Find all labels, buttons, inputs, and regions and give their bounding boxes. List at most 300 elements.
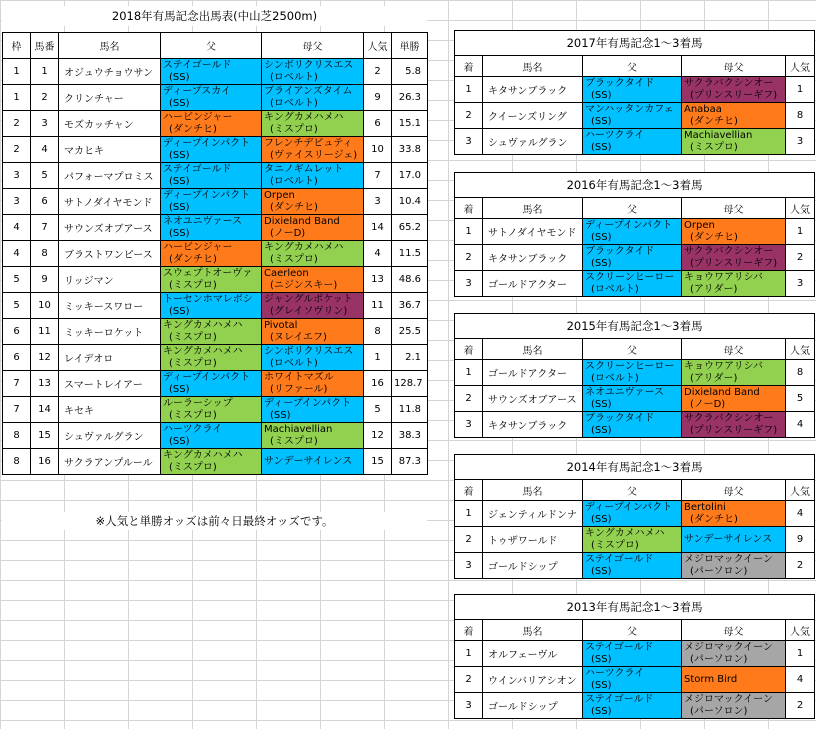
race-card-title: 2018年有馬記念出馬表(中山芝2500m) bbox=[2, 6, 427, 26]
table-row bbox=[3, 449, 428, 475]
pedigree-cell bbox=[583, 103, 682, 129]
pedigree-cell bbox=[682, 412, 786, 438]
horse-name-text: メジロマックイーン bbox=[684, 641, 773, 653]
waku-cell: 7 bbox=[3, 397, 31, 423]
horse-name-cell: ゴールドアクター bbox=[483, 271, 583, 297]
table-row bbox=[3, 241, 428, 267]
horse-name-text: ブライアンズタイム bbox=[264, 85, 353, 97]
lineage-text: (パーソロン) bbox=[690, 565, 748, 577]
lineage-text: (ミスプロ) bbox=[169, 331, 217, 343]
rank-cell: 1 bbox=[455, 501, 483, 527]
odds-cell: 38.3 bbox=[392, 423, 428, 449]
pedigree-cell bbox=[583, 245, 682, 271]
table-row bbox=[455, 103, 815, 129]
horse-name-text: ブラックタイド bbox=[585, 412, 655, 424]
horse-number-cell: 8 bbox=[31, 241, 59, 267]
pedigree-cell bbox=[262, 85, 364, 111]
pedigree-cell bbox=[262, 163, 364, 189]
pedigree-cell bbox=[262, 319, 364, 345]
table-row bbox=[3, 163, 428, 189]
lineage-text: (SS) bbox=[591, 115, 612, 127]
popularity-cell: 1 bbox=[786, 641, 815, 667]
odds-cell: 36.7 bbox=[392, 293, 428, 319]
horse-name-cell: ジェンティルドンナ bbox=[483, 501, 583, 527]
pedigree-cell bbox=[161, 215, 262, 241]
pedigree-cell bbox=[583, 129, 682, 155]
odds-note: ※人気と単勝オッズは前々日最終オッズです。 bbox=[2, 512, 427, 530]
horse-name-text: ハービンジャー bbox=[163, 111, 233, 123]
lineage-text: (ミスプロ) bbox=[270, 435, 318, 447]
lineage-text: (ミスプロ) bbox=[690, 141, 738, 153]
lineage-text: (アリダー) bbox=[690, 372, 738, 384]
table-row bbox=[3, 423, 428, 449]
pedigree-cell bbox=[583, 501, 682, 527]
odds-cell: 11.8 bbox=[392, 397, 428, 423]
pedigree-cell bbox=[682, 271, 786, 297]
horse-name-cell: キセキ bbox=[59, 397, 161, 423]
lineage-text: (ロベルト) bbox=[270, 175, 318, 187]
header-rank: 着 bbox=[455, 480, 483, 501]
popularity-cell: 4 bbox=[786, 501, 815, 527]
horse-name-cell: ゴールドシップ bbox=[483, 553, 583, 579]
lineage-text: (ニジンスキー) bbox=[270, 279, 338, 291]
pedigree-cell bbox=[682, 693, 786, 719]
lineage-text: (プリンスリーギフ) bbox=[690, 89, 778, 101]
header-dam-sire: 母父 bbox=[262, 33, 364, 59]
horse-name-cell: オルフェーヴル bbox=[483, 641, 583, 667]
rank-cell: 2 bbox=[455, 527, 483, 553]
lineage-text: (ミスプロ) bbox=[169, 461, 217, 473]
waku-cell: 4 bbox=[3, 241, 31, 267]
popularity-cell: 1 bbox=[364, 345, 392, 371]
table-row bbox=[455, 527, 815, 553]
popularity-cell: 4 bbox=[786, 412, 815, 438]
lineage-text: (グレイソヴリン) bbox=[270, 305, 348, 317]
horse-name-text: サクラバクシンオー bbox=[684, 412, 774, 424]
lineage-text: (ミスプロ) bbox=[169, 409, 217, 421]
horse-name-cell: ゴールドシップ bbox=[483, 693, 583, 719]
lineage-text: (ダンチヒ) bbox=[169, 123, 217, 135]
lineage-text: (SS) bbox=[591, 424, 612, 436]
table-row bbox=[455, 77, 815, 103]
horse-name-text: サンデーサイレンス bbox=[264, 455, 353, 467]
lineage-text: (SS) bbox=[169, 383, 190, 395]
horse-name-text: ディープインパクト bbox=[163, 137, 251, 149]
horse-name-cell: ミッキースワロー bbox=[59, 293, 161, 319]
horse-name-text: メジロマックイーン bbox=[684, 553, 773, 565]
horse-name-text: ジャングルポケット bbox=[264, 293, 353, 305]
horse-number-cell: 9 bbox=[31, 267, 59, 293]
popularity-cell: 16 bbox=[364, 371, 392, 397]
lineage-text: (ロベルト) bbox=[591, 372, 639, 384]
past-results-table bbox=[454, 313, 815, 438]
rank-cell: 1 bbox=[455, 360, 483, 386]
rank-cell: 2 bbox=[455, 245, 483, 271]
header-name: 馬名 bbox=[483, 56, 583, 77]
section-header-row bbox=[455, 620, 815, 641]
horse-name-text: ディープインパクト bbox=[163, 189, 251, 201]
section-title: 2016年有馬記念1～3着馬 bbox=[455, 173, 815, 198]
pedigree-cell bbox=[161, 397, 262, 423]
popularity-cell: 1 bbox=[786, 77, 815, 103]
pedigree-cell bbox=[682, 219, 786, 245]
rank-cell: 3 bbox=[455, 412, 483, 438]
horse-name-text: スウェプトオーヴァ bbox=[163, 267, 253, 279]
table-row bbox=[3, 267, 428, 293]
table-row bbox=[455, 412, 815, 438]
lineage-text: (ダンチヒ) bbox=[169, 253, 217, 265]
table-row bbox=[3, 293, 428, 319]
odds-cell: 33.8 bbox=[392, 137, 428, 163]
popularity-cell: 2 bbox=[786, 553, 815, 579]
pedigree-cell bbox=[682, 103, 786, 129]
odds-cell: 5.8 bbox=[392, 59, 428, 85]
horse-name-cell: ウインバリアシオン bbox=[483, 667, 583, 693]
popularity-cell: 11 bbox=[364, 293, 392, 319]
horse-name-cell: オジュウチョウサン bbox=[59, 59, 161, 85]
popularity-cell: 7 bbox=[364, 163, 392, 189]
pedigree-cell bbox=[161, 371, 262, 397]
rank-cell: 2 bbox=[455, 667, 483, 693]
horse-name-text: Caerleon bbox=[264, 267, 309, 279]
pedigree-cell bbox=[583, 553, 682, 579]
horse-name-text: Machiavellian bbox=[684, 129, 753, 141]
header-rank: 着 bbox=[455, 198, 483, 219]
pedigree-cell bbox=[583, 360, 682, 386]
horse-name-text: Storm Bird bbox=[684, 673, 738, 685]
horse-name-text: ディープインパクト bbox=[585, 219, 673, 231]
horse-name-text: キョウワアリシバ bbox=[684, 271, 763, 283]
horse-number-cell: 13 bbox=[31, 371, 59, 397]
popularity-cell: 2 bbox=[786, 693, 815, 719]
popularity-cell: 8 bbox=[786, 360, 815, 386]
table-row bbox=[3, 137, 428, 163]
lineage-text: (プリンスリーギフ) bbox=[690, 424, 778, 436]
horse-name-text: フレンチデピュティ bbox=[264, 137, 353, 149]
horse-name-text: キングカメハメハ bbox=[264, 241, 344, 253]
header-sire: 父 bbox=[583, 198, 682, 219]
pedigree-cell bbox=[262, 137, 364, 163]
popularity-cell: 3 bbox=[786, 129, 815, 155]
horse-name-text: シンボリクリスエス bbox=[264, 345, 354, 357]
header-odds: 単勝 bbox=[392, 33, 428, 59]
horse-name-text: キングカメハメハ bbox=[163, 449, 243, 461]
popularity-cell: 13 bbox=[364, 267, 392, 293]
popularity-cell: 2 bbox=[786, 245, 815, 271]
horse-name-text: Orpen bbox=[684, 219, 715, 231]
header-popularity: 人気 bbox=[786, 56, 815, 77]
popularity-cell: 9 bbox=[364, 85, 392, 111]
horse-name-cell: シュヴァルグラン bbox=[483, 129, 583, 155]
lineage-text: (SS) bbox=[591, 398, 612, 410]
race-card-body bbox=[3, 59, 428, 475]
section-title: 2014年有馬記念1～3着馬 bbox=[455, 455, 815, 480]
waku-cell: 6 bbox=[3, 319, 31, 345]
lineage-text: (ロベルト) bbox=[270, 71, 318, 83]
horse-name-text: ハービンジャー bbox=[163, 241, 233, 253]
popularity-cell: 5 bbox=[364, 397, 392, 423]
header-dam-sire: 母父 bbox=[682, 56, 786, 77]
pedigree-cell bbox=[161, 85, 262, 111]
section-title: 2013年有馬記念1～3着馬 bbox=[455, 595, 815, 620]
rank-cell: 3 bbox=[455, 129, 483, 155]
header-dam-sire: 母父 bbox=[682, 480, 786, 501]
horse-number-cell: 5 bbox=[31, 163, 59, 189]
horse-name-cell: ゴールドアクター bbox=[483, 360, 583, 386]
lineage-text: (パーソロン) bbox=[690, 653, 748, 665]
header-sire: 父 bbox=[161, 33, 262, 59]
lineage-text: (プリンスリーギフ) bbox=[690, 257, 778, 269]
table-row bbox=[3, 345, 428, 371]
horse-name-text: シンボリクリスエス bbox=[264, 59, 354, 71]
table-row bbox=[3, 215, 428, 241]
header-name: 馬名 bbox=[59, 33, 161, 59]
horse-name-cell: サクラアンプルール bbox=[59, 449, 161, 475]
popularity-cell: 4 bbox=[786, 667, 815, 693]
lineage-text: (SS) bbox=[591, 679, 612, 691]
horse-name-cell: ミッキーロケット bbox=[59, 319, 161, 345]
table-row bbox=[3, 59, 428, 85]
table-row bbox=[3, 371, 428, 397]
horse-name-cell: マカヒキ bbox=[59, 137, 161, 163]
pedigree-cell bbox=[161, 319, 262, 345]
horse-number-cell: 6 bbox=[31, 189, 59, 215]
horse-name-cell: サトノダイヤモンド bbox=[59, 189, 161, 215]
lineage-text: (ロベルト) bbox=[270, 357, 318, 369]
horse-name-text: メジロマックイーン bbox=[684, 693, 773, 705]
section-title-row bbox=[455, 314, 815, 339]
lineage-text: (SS) bbox=[169, 305, 190, 317]
horse-number-cell: 3 bbox=[31, 111, 59, 137]
lineage-text: (SS) bbox=[591, 653, 612, 665]
table-row bbox=[455, 271, 815, 297]
rank-cell: 2 bbox=[455, 386, 483, 412]
table-row bbox=[3, 111, 428, 137]
section-title-row bbox=[455, 173, 815, 198]
horse-name-text: ネオユニヴァース bbox=[585, 386, 664, 398]
pedigree-cell bbox=[262, 345, 364, 371]
popularity-cell: 1 bbox=[786, 219, 815, 245]
horse-name-cell: クリンチャー bbox=[59, 85, 161, 111]
pedigree-cell bbox=[583, 667, 682, 693]
horse-number-cell: 7 bbox=[31, 215, 59, 241]
horse-name-cell: モズカッチャン bbox=[59, 111, 161, 137]
pedigree-cell bbox=[262, 59, 364, 85]
lineage-text: (リファール) bbox=[270, 383, 328, 395]
odds-cell: 11.5 bbox=[392, 241, 428, 267]
odds-cell: 128.7 bbox=[392, 371, 428, 397]
lineage-text: (SS) bbox=[169, 149, 190, 161]
pedigree-cell bbox=[262, 189, 364, 215]
horse-name-cell: スマートレイアー bbox=[59, 371, 161, 397]
pedigree-cell bbox=[262, 111, 364, 137]
lineage-text: (SS) bbox=[591, 705, 612, 717]
horse-number-cell: 11 bbox=[31, 319, 59, 345]
lineage-text: (SS) bbox=[169, 71, 190, 83]
past-results-table bbox=[454, 594, 815, 719]
odds-cell: 48.6 bbox=[392, 267, 428, 293]
pedigree-cell bbox=[161, 345, 262, 371]
lineage-text: (SS) bbox=[270, 409, 291, 421]
odds-cell: 17.0 bbox=[392, 163, 428, 189]
header-dam-sire: 母父 bbox=[682, 198, 786, 219]
odds-cell: 26.3 bbox=[392, 85, 428, 111]
pedigree-cell bbox=[161, 163, 262, 189]
race-card-header-row bbox=[3, 33, 428, 59]
pedigree-cell bbox=[583, 219, 682, 245]
rank-cell: 1 bbox=[455, 77, 483, 103]
horse-name-text: ディープインパクト bbox=[585, 501, 673, 513]
pedigree-cell bbox=[682, 641, 786, 667]
horse-name-text: Machiavellian bbox=[264, 423, 333, 435]
horse-name-cell: レイデオロ bbox=[59, 345, 161, 371]
header-name: 馬名 bbox=[483, 620, 583, 641]
waku-cell: 2 bbox=[3, 137, 31, 163]
rank-cell: 1 bbox=[455, 641, 483, 667]
pedigree-cell bbox=[682, 667, 786, 693]
header-popularity: 人気 bbox=[786, 198, 815, 219]
lineage-text: (SS) bbox=[591, 231, 612, 243]
section-header-row bbox=[455, 198, 815, 219]
popularity-cell: 6 bbox=[364, 111, 392, 137]
pedigree-cell bbox=[682, 245, 786, 271]
section-title-row bbox=[455, 455, 815, 480]
waku-cell: 5 bbox=[3, 293, 31, 319]
pedigree-cell bbox=[682, 386, 786, 412]
past-results-table bbox=[454, 172, 815, 297]
waku-cell: 8 bbox=[3, 423, 31, 449]
header-popularity: 人気 bbox=[786, 480, 815, 501]
header-sire: 父 bbox=[583, 620, 682, 641]
pedigree-cell bbox=[583, 386, 682, 412]
popularity-cell: 3 bbox=[786, 271, 815, 297]
horse-name-text: サクラバクシンオー bbox=[684, 245, 774, 257]
header-num: 馬番 bbox=[31, 33, 59, 59]
pedigree-cell bbox=[262, 397, 364, 423]
horse-number-cell: 2 bbox=[31, 85, 59, 111]
popularity-cell: 10 bbox=[364, 137, 392, 163]
lineage-text: (SS) bbox=[169, 201, 190, 213]
table-row bbox=[455, 501, 815, 527]
waku-cell: 7 bbox=[3, 371, 31, 397]
popularity-cell: 12 bbox=[364, 423, 392, 449]
header-name: 馬名 bbox=[483, 198, 583, 219]
horse-number-cell: 14 bbox=[31, 397, 59, 423]
section-header-row bbox=[455, 480, 815, 501]
table-row bbox=[455, 360, 815, 386]
lineage-text: (SS) bbox=[591, 257, 612, 269]
pedigree-cell bbox=[262, 423, 364, 449]
lineage-text: (ヴァイスリージェ) bbox=[270, 149, 358, 161]
table-row bbox=[455, 245, 815, 271]
horse-name-text: ステイゴールド bbox=[585, 693, 654, 705]
pedigree-cell bbox=[583, 527, 682, 553]
table-row bbox=[455, 386, 815, 412]
table-row bbox=[455, 667, 815, 693]
popularity-cell: 3 bbox=[364, 189, 392, 215]
popularity-cell: 14 bbox=[364, 215, 392, 241]
header-sire: 父 bbox=[583, 56, 682, 77]
table-row bbox=[455, 553, 815, 579]
waku-cell: 4 bbox=[3, 215, 31, 241]
horse-name-text: ディープスカイ bbox=[163, 85, 231, 97]
lineage-text: (SS) bbox=[591, 513, 612, 525]
pedigree-cell bbox=[682, 129, 786, 155]
table-row bbox=[455, 219, 815, 245]
lineage-text: (ミスプロ) bbox=[169, 279, 217, 291]
horse-name-text: ブラックタイド bbox=[585, 77, 655, 89]
popularity-cell: 8 bbox=[364, 319, 392, 345]
pedigree-cell bbox=[161, 293, 262, 319]
pedigree-cell bbox=[583, 412, 682, 438]
table-row bbox=[3, 85, 428, 111]
lineage-text: (ミスプロ) bbox=[169, 357, 217, 369]
lineage-text: (ダンチヒ) bbox=[690, 513, 738, 525]
odds-cell: 65.2 bbox=[392, 215, 428, 241]
horse-name-text: キングカメハメハ bbox=[264, 111, 344, 123]
horse-name-text: ホワイトマズル bbox=[264, 371, 334, 383]
lineage-text: (ミスプロ) bbox=[591, 539, 639, 551]
horse-name-cell: キタサンブラック bbox=[483, 412, 583, 438]
popularity-cell: 9 bbox=[786, 527, 815, 553]
horse-number-cell: 12 bbox=[31, 345, 59, 371]
table-row bbox=[3, 397, 428, 423]
lineage-text: (SS) bbox=[591, 89, 612, 101]
pedigree-cell bbox=[161, 423, 262, 449]
rank-cell: 3 bbox=[455, 553, 483, 579]
rank-cell: 2 bbox=[455, 103, 483, 129]
lineage-text: (ノーD) bbox=[270, 227, 306, 239]
table-row bbox=[3, 319, 428, 345]
lineage-text: (ダンチヒ) bbox=[270, 201, 318, 213]
horse-name-cell: シュヴァルグラン bbox=[59, 423, 161, 449]
lineage-text: (ノーD) bbox=[690, 398, 726, 410]
horse-name-text: Dixieland Band bbox=[264, 215, 340, 227]
lineage-text: (ダンチヒ) bbox=[690, 115, 738, 127]
header-rank: 着 bbox=[455, 620, 483, 641]
horse-number-cell: 10 bbox=[31, 293, 59, 319]
header-sire: 父 bbox=[583, 480, 682, 501]
waku-cell: 1 bbox=[3, 85, 31, 111]
waku-cell: 3 bbox=[3, 189, 31, 215]
header-sire: 父 bbox=[583, 339, 682, 360]
horse-name-cell: サウンズオブアース bbox=[483, 386, 583, 412]
lineage-text: (SS) bbox=[169, 175, 190, 187]
section-title-row bbox=[455, 595, 815, 620]
pedigree-cell bbox=[161, 267, 262, 293]
pedigree-cell bbox=[161, 449, 262, 475]
horse-name-text: Bertolini bbox=[684, 501, 726, 513]
odds-cell: 15.1 bbox=[392, 111, 428, 137]
popularity-cell: 4 bbox=[364, 241, 392, 267]
horse-name-text: ステイゴールド bbox=[163, 163, 232, 175]
horse-name-text: サンデーサイレンス bbox=[684, 533, 773, 545]
race-card-table bbox=[2, 32, 428, 475]
horse-name-cell: サトノダイヤモンド bbox=[483, 219, 583, 245]
horse-name-text: Anabaa bbox=[684, 103, 722, 115]
popularity-cell: 15 bbox=[364, 449, 392, 475]
rank-cell: 1 bbox=[455, 219, 483, 245]
horse-name-text: ネオユニヴァース bbox=[163, 215, 242, 227]
lineage-text: (SS) bbox=[591, 141, 612, 153]
pedigree-cell bbox=[161, 189, 262, 215]
horse-name-text: キョウワアリシバ bbox=[684, 360, 763, 372]
horse-name-text: ステイゴールド bbox=[585, 553, 654, 565]
pedigree-cell bbox=[262, 241, 364, 267]
pedigree-cell bbox=[583, 271, 682, 297]
horse-name-text: Orpen bbox=[264, 189, 295, 201]
table-row bbox=[455, 693, 815, 719]
